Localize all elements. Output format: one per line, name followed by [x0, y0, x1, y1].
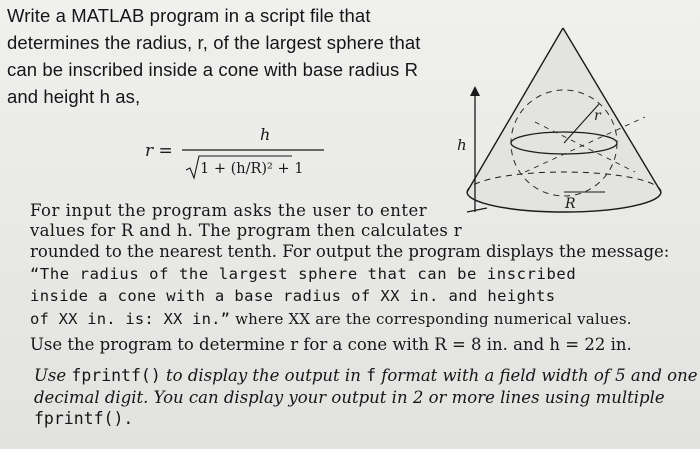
formula-denominator: 1 + (h/R)² + 1	[200, 161, 304, 177]
height-base-tick	[467, 208, 487, 212]
instruction-line-1-mid: to display the output in	[160, 366, 367, 385]
problem-line-4: and height h as,	[7, 86, 141, 107]
instruction-line-3: fprintf().	[34, 409, 134, 428]
instruction-line-1-code: fprintf()	[71, 366, 161, 385]
label-R: R	[565, 196, 576, 212]
message-line-3	[30, 312, 632, 328]
instruction-line-1	[34, 368, 697, 385]
instruction-line-1-suffix: format with a field width of 5 and one	[376, 366, 698, 385]
message-line-3-code: of XX in. is: XX in.”	[30, 310, 231, 328]
instruction-line-1-prefix: Use	[34, 366, 72, 385]
cone-sphere-diagram	[455, 22, 675, 232]
instruction-line-1-f: f	[366, 366, 377, 385]
problem-line-1: Write a MATLAB program in a script file that	[7, 5, 371, 26]
problem-line-2: determines the radius, r, of the largest sphere that	[7, 32, 421, 53]
label-h: h	[457, 136, 467, 154]
body-line-3: rounded to the nearest tenth. For output the program displays the message:	[30, 242, 670, 261]
body-line-2: values for R and h. The program then calculates r	[30, 221, 462, 240]
message-line-2: inside a cone with a base radius of XX in. and heights	[30, 287, 556, 305]
problem-line-3: can be inscribed inside a cone with base radius R	[7, 59, 419, 80]
height-arrow-head	[470, 86, 480, 96]
formula-lhs: r =	[145, 141, 173, 161]
message-line-1: “The radius of the largest sphere that can be inscribed	[30, 265, 577, 283]
body-line-1: For input the program asks the user to enter	[30, 201, 428, 220]
message-line-3-text: where XX are the corresponding numerical values.	[230, 310, 632, 328]
label-r: r	[594, 108, 601, 124]
body-line-7: Use the program to determine r for a cone with R = 8 in. and h = 22 in.	[30, 335, 632, 354]
radius-formula	[142, 126, 342, 186]
cone-body	[467, 28, 661, 212]
instruction-line-2: decimal digit. You can display your output in 2 or more lines using multiple	[34, 388, 665, 407]
formula-numerator: h	[260, 126, 271, 144]
